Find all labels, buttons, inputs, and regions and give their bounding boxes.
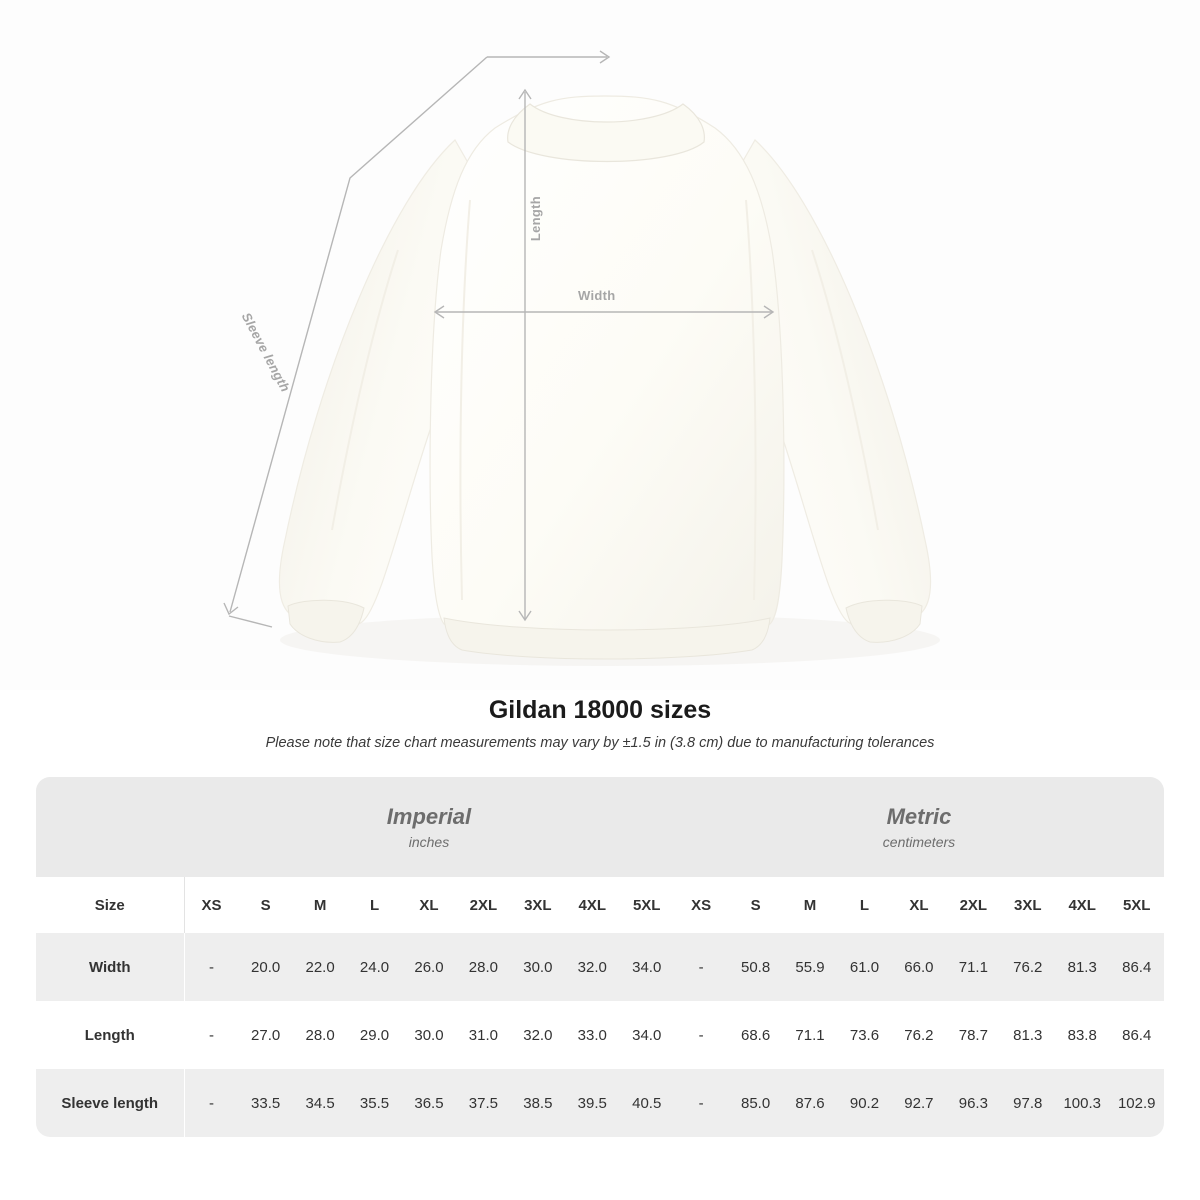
unit-group-metric-name: Metric	[886, 804, 952, 830]
cell-sleeve-imp-4xl: 39.5	[565, 1069, 619, 1137]
cell-length-imp-xl: 30.0	[402, 1001, 456, 1069]
size-col-met-s: S	[728, 877, 782, 933]
cell-width-met-l: 61.0	[837, 933, 891, 1001]
page-title: Gildan 18000 sizes	[488, 696, 712, 724]
size-col-met-m: M	[783, 877, 837, 933]
cell-length-imp-2xl: 31.0	[456, 1001, 510, 1069]
cell-length-met-5xl: 86.4	[1109, 1001, 1164, 1069]
size-col-met-5xl: 5XL	[1109, 877, 1164, 933]
cell-length-met-3xl: 81.3	[1001, 1001, 1055, 1069]
length-label: Length	[528, 196, 543, 242]
cell-sleeve-imp-5xl: 40.5	[620, 1069, 674, 1137]
cell-width-met-5xl: 86.4	[1109, 933, 1164, 1001]
size-col-met-xs: XS	[674, 877, 728, 933]
cell-sleeve-met-s: 85.0	[728, 1069, 782, 1137]
cell-sleeve-imp-m: 34.5	[293, 1069, 347, 1137]
unit-header-row	[36, 777, 1164, 877]
cell-length-imp-m: 28.0	[293, 1001, 347, 1069]
table-row	[36, 1069, 1164, 1137]
unit-spacer	[36, 777, 184, 877]
cell-width-met-m: 55.9	[783, 933, 837, 1001]
cell-width-imp-m: 22.0	[293, 933, 347, 1001]
cell-sleeve-met-xl: 92.7	[892, 1069, 946, 1137]
cell-sleeve-met-4xl: 100.3	[1055, 1069, 1109, 1137]
cell-sleeve-imp-xs: -	[184, 1069, 238, 1137]
cell-width-imp-xs: -	[184, 933, 238, 1001]
size-col-imp-xl: XL	[402, 877, 456, 933]
cell-width-imp-2xl: 28.0	[456, 933, 510, 1001]
table-row	[36, 933, 1164, 1001]
cell-sleeve-met-3xl: 97.8	[1001, 1069, 1055, 1137]
size-col-met-xl: XL	[892, 877, 946, 933]
cell-length-imp-3xl: 32.0	[511, 1001, 565, 1069]
size-col-imp-4xl: 4XL	[565, 877, 619, 933]
size-col-imp-2xl: 2XL	[456, 877, 510, 933]
cell-length-imp-5xl: 34.0	[620, 1001, 674, 1069]
unit-group-metric	[674, 777, 1164, 877]
cell-length-met-s: 68.6	[728, 1001, 782, 1069]
cell-sleeve-met-2xl: 96.3	[946, 1069, 1000, 1137]
cell-width-met-3xl: 76.2	[1001, 933, 1055, 1001]
cell-length-met-m: 71.1	[783, 1001, 837, 1069]
size-col-imp-l: L	[347, 877, 401, 933]
row-label-length: Length	[36, 1001, 184, 1069]
title-block	[0, 696, 1200, 751]
size-col-met-2xl: 2XL	[946, 877, 1000, 933]
unit-group-imperial	[184, 777, 674, 877]
row-label-sleeve-length: Sleeve length	[36, 1069, 184, 1137]
cell-sleeve-imp-l: 35.5	[347, 1069, 401, 1137]
cell-width-imp-xl: 26.0	[402, 933, 456, 1001]
size-col-met-3xl: 3XL	[1001, 877, 1055, 933]
cell-length-met-4xl: 83.8	[1055, 1001, 1109, 1069]
cell-length-imp-xs: -	[184, 1001, 238, 1069]
unit-group-imperial-name: Imperial	[386, 804, 472, 830]
cell-width-imp-3xl: 30.0	[511, 933, 565, 1001]
size-col-imp-3xl: 3XL	[511, 877, 565, 933]
size-col-met-l: L	[837, 877, 891, 933]
cell-length-imp-s: 27.0	[238, 1001, 292, 1069]
cell-width-met-xl: 66.0	[892, 933, 946, 1001]
cell-sleeve-imp-xl: 36.5	[402, 1069, 456, 1137]
cell-sleeve-imp-3xl: 38.5	[511, 1069, 565, 1137]
cell-sleeve-met-xs: -	[674, 1069, 728, 1137]
size-table	[36, 777, 1164, 1137]
size-table-container	[36, 777, 1164, 1137]
cell-width-imp-s: 20.0	[238, 933, 292, 1001]
cell-sleeve-met-l: 90.2	[837, 1069, 891, 1137]
cell-width-met-2xl: 71.1	[946, 933, 1000, 1001]
size-col-imp-s: S	[238, 877, 292, 933]
size-header-cell: Size	[36, 877, 184, 933]
table-row	[36, 1001, 1164, 1069]
size-col-imp-xs: XS	[184, 877, 238, 933]
cell-length-imp-l: 29.0	[347, 1001, 401, 1069]
unit-group-metric-sub: centimeters	[882, 833, 956, 850]
row-label-width: Width	[36, 933, 184, 1001]
sleeve-length-label: Sleeve length	[238, 310, 294, 395]
cell-length-met-l: 73.6	[837, 1001, 891, 1069]
cell-width-met-xs: -	[674, 933, 728, 1001]
cell-width-imp-l: 24.0	[347, 933, 401, 1001]
cell-sleeve-imp-2xl: 37.5	[456, 1069, 510, 1137]
cell-sleeve-met-m: 87.6	[783, 1069, 837, 1137]
cell-width-imp-4xl: 32.0	[565, 933, 619, 1001]
cell-width-met-s: 50.8	[728, 933, 782, 1001]
size-header-row	[36, 877, 1164, 933]
cell-sleeve-imp-s: 33.5	[238, 1069, 292, 1137]
size-col-imp-m: M	[293, 877, 347, 933]
cell-width-imp-5xl: 34.0	[620, 933, 674, 1001]
tolerance-note: Please note that size chart measurements may vary by ±1.5 in (3.8 cm) due to manufacturing tolerances	[265, 735, 935, 751]
size-col-met-4xl: 4XL	[1055, 877, 1109, 933]
cell-sleeve-met-5xl: 102.9	[1109, 1069, 1164, 1137]
size-col-imp-5xl: 5XL	[620, 877, 674, 933]
cell-length-met-xs: -	[674, 1001, 728, 1069]
width-label: Width	[578, 288, 616, 303]
unit-group-imperial-sub: inches	[408, 833, 450, 850]
cell-width-met-4xl: 81.3	[1055, 933, 1109, 1001]
cell-length-imp-4xl: 33.0	[565, 1001, 619, 1069]
cell-length-met-xl: 76.2	[892, 1001, 946, 1069]
cell-length-met-2xl: 78.7	[946, 1001, 1000, 1069]
